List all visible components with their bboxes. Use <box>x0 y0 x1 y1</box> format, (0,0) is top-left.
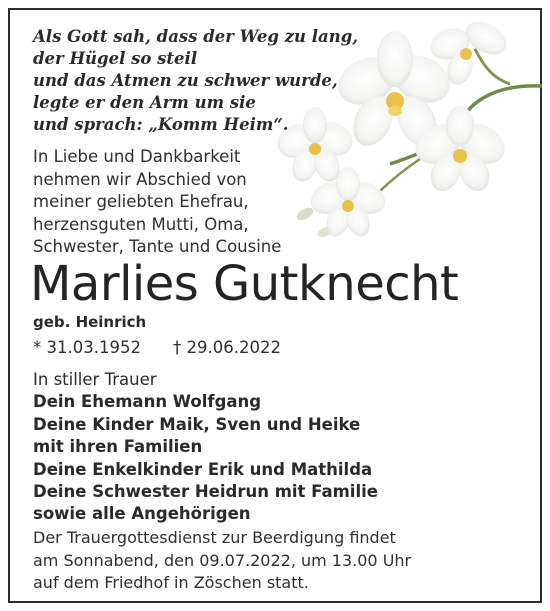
service-line: am Sonnabend, den 09.07.2022, um 13.00 Uhr <box>33 550 412 570</box>
intro-line: meiner geliebten Ehefrau, <box>33 192 249 211</box>
intro-line: Schwester, Tante und Cousine <box>33 237 282 256</box>
mourner-line: Dein Ehemann Wolfgang <box>33 392 262 412</box>
mourners-lead: In stiller Trauer <box>33 370 157 389</box>
mourner-line: Deine Kinder Maik, Sven und Heike <box>33 414 361 434</box>
deceased-name: Marlies Gutknecht <box>30 256 459 312</box>
poem-line: der Hügel so steil <box>33 49 198 68</box>
mourner-line: Deine Enkelkinder Erik und Mathilda <box>33 459 373 479</box>
intro-line: In Liebe und Dankbarkeit <box>33 147 241 166</box>
poem <box>33 26 358 136</box>
poem-line: und das Atmen zu schwer wurde, <box>33 71 338 90</box>
mourner-line: sowie alle Angehörigen <box>33 504 251 524</box>
intro-text <box>33 146 313 259</box>
mourner-line: mit ihren Familien <box>33 437 203 457</box>
poem-line: legte er den Arm um sie <box>33 93 256 112</box>
funeral-service-info <box>33 527 533 595</box>
mourners-list <box>33 369 433 526</box>
poem-line: Als Gott sah, dass der Weg zu lang, <box>33 27 358 46</box>
birth-date: * 31.03.1952 <box>33 338 141 357</box>
mourner-line: Deine Schwester Heidrun mit Familie <box>33 482 378 502</box>
maiden-name: geb. Heinrich <box>33 313 147 331</box>
service-line: Der Trauergottesdienst zur Beerdigung findet <box>33 528 396 547</box>
intro-line: herzensguten Mutti, Oma, <box>33 214 249 234</box>
service-line: auf dem Friedhof in Zöschen statt. <box>33 573 309 592</box>
death-date: † 29.06.2022 <box>173 338 281 357</box>
poem-line: und sprach: „Komm Heim“. <box>33 115 289 134</box>
intro-line: nehmen wir Abschied von <box>33 169 247 189</box>
